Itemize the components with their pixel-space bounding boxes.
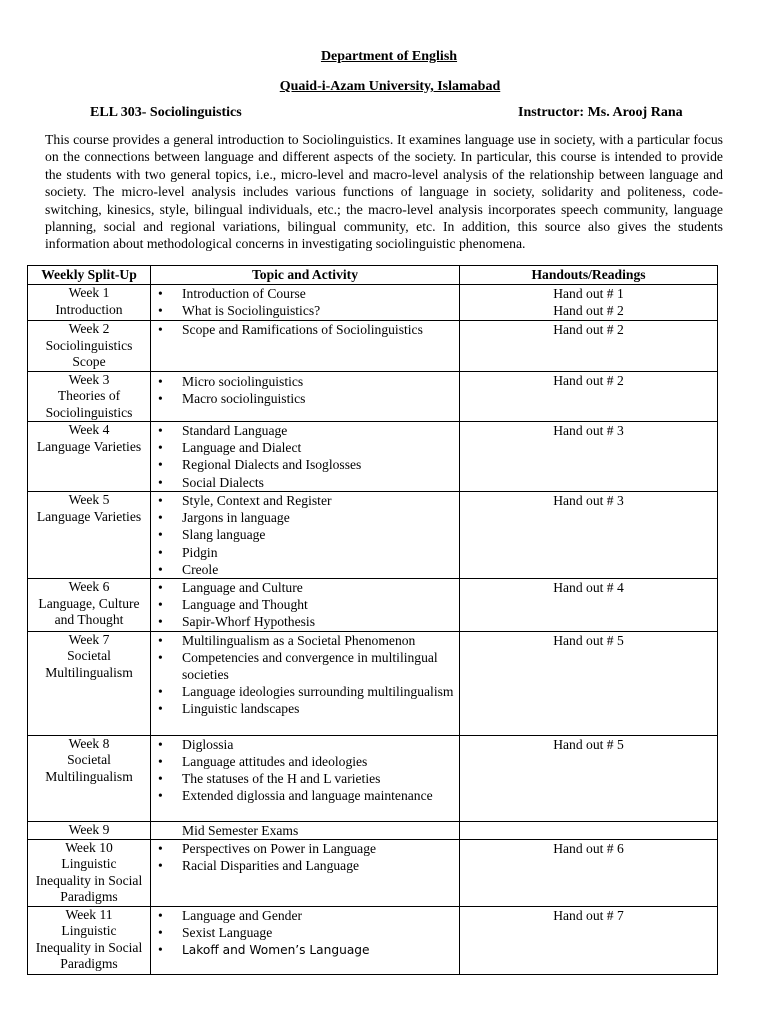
topic-list <box>151 422 459 491</box>
week-number: Week 5 <box>68 492 110 507</box>
week-title-line: Sociolinguistics <box>45 337 133 353</box>
week-title-line: Sociolinguistics <box>45 404 133 420</box>
handout-label: Hand out # 4 <box>553 580 624 596</box>
week-title-line: Introduction <box>55 301 123 317</box>
handout-cell <box>460 735 718 821</box>
topic-item <box>158 736 459 753</box>
topic-label: Perspectives on Power in Language <box>182 840 377 856</box>
week-title-line: Language Varieties <box>36 438 142 454</box>
handout-label: Hand out # 2 <box>553 372 624 388</box>
week-number: Week 8 <box>68 735 110 751</box>
bullet-icon: • <box>158 614 163 630</box>
table-row <box>28 422 718 492</box>
topic-cell <box>151 579 460 632</box>
topic-list <box>151 736 459 805</box>
table-row <box>28 492 718 579</box>
topic-cell <box>151 492 460 579</box>
department-title: Department of English <box>320 49 458 64</box>
week-cell <box>28 492 151 579</box>
week-number: Week 1 <box>68 285 110 300</box>
handout-label: Hand out # 5 <box>553 736 624 752</box>
week-number: Week 3 <box>68 371 110 387</box>
week-title-line: Theories of <box>57 388 121 403</box>
university-title: Quaid-i-Azam University, Islamabad <box>279 79 501 94</box>
bullet-icon: • <box>158 303 163 319</box>
bullet-icon: • <box>158 942 163 958</box>
week-number: Week 4 <box>68 422 110 437</box>
week-cell <box>28 735 151 821</box>
bullet-icon: • <box>158 544 163 560</box>
topic-label: Language attitudes and ideologies <box>182 753 368 769</box>
topic-label: Language and Gender <box>182 907 303 923</box>
topic-item <box>158 924 459 941</box>
bullet-icon: • <box>158 373 163 389</box>
bullet-icon: • <box>158 440 163 456</box>
handout-label: Hand out # 3 <box>553 423 624 438</box>
week-title-line: Scope <box>72 354 106 369</box>
bullet-icon: • <box>158 753 163 769</box>
topic-item <box>158 683 459 700</box>
topic-item <box>158 579 459 596</box>
topic-item <box>158 422 459 439</box>
topic-item <box>158 456 459 473</box>
topic-list <box>151 373 459 407</box>
week-number: Week 11 <box>65 906 113 922</box>
bullet-icon: • <box>158 390 163 406</box>
topic-label: Macro sociolinguistics <box>182 390 306 406</box>
topic-label: Style, Context and Register <box>182 493 332 508</box>
table-row <box>28 735 718 821</box>
topic-list <box>151 492 459 578</box>
week-title-line: Multilingualism <box>45 664 133 680</box>
topic-list <box>151 840 459 874</box>
handout-cell <box>460 579 718 632</box>
topic-label: Introduction of Course <box>182 286 306 301</box>
week-title-line: Paradigms <box>60 889 118 905</box>
handout-cell <box>460 321 718 372</box>
handout-cell <box>460 821 718 839</box>
week-title-line: Societal <box>67 648 111 664</box>
handout-label: Hand out # 1 <box>553 286 624 301</box>
week-cell <box>28 579 151 632</box>
bullet-icon: • <box>158 580 163 596</box>
bullet-icon: • <box>158 924 163 940</box>
table-row <box>28 321 718 372</box>
topic-item <box>158 857 459 874</box>
bullet-icon: • <box>158 788 163 804</box>
week-title-line: Linguistic <box>61 856 117 872</box>
topic-item <box>158 492 459 509</box>
topic-item <box>158 373 459 390</box>
bullet-icon: • <box>158 771 163 787</box>
bullet-icon: • <box>158 649 163 665</box>
topic-label: Scope and Ramifications of Sociolinguistics <box>182 322 423 337</box>
topic-label: Language and Dialect <box>182 440 302 456</box>
topic-item <box>158 561 459 578</box>
week-cell <box>28 321 151 372</box>
handout-label: Hand out # 6 <box>553 840 624 856</box>
week-title-line: and Thought <box>54 612 124 628</box>
topic-label: Social Dialects <box>182 474 264 490</box>
week-title-line: Societal <box>67 752 111 768</box>
table-row <box>28 906 718 974</box>
topic-item <box>158 390 459 407</box>
table-body <box>28 285 718 975</box>
week-title-line: Multilingualism <box>45 768 133 784</box>
handout-cell <box>460 422 718 492</box>
topic-item <box>158 302 459 319</box>
bullet-icon: • <box>158 684 163 700</box>
handout-label: Hand out # 2 <box>553 322 624 337</box>
topic-item <box>158 632 459 649</box>
handout-cell <box>460 839 718 906</box>
table-header-row <box>28 266 718 285</box>
topic-label: What is Sociolinguistics? <box>182 303 321 319</box>
topic-label: Language ideologies surrounding multilingualism <box>182 684 454 700</box>
bullet-icon: • <box>158 423 163 438</box>
topic-item <box>158 544 459 561</box>
week-cell <box>28 906 151 974</box>
handout-label: Hand out # 2 <box>553 303 624 319</box>
week-title-line: Inequality in Social <box>35 939 143 955</box>
topic-item <box>158 596 459 613</box>
week-title-line: Language Varieties <box>36 508 142 524</box>
week-title-line: Paradigms <box>60 956 118 972</box>
bullet-icon: • <box>158 457 163 473</box>
topic-list <box>151 579 459 631</box>
week-title-line: Inequality in Social <box>35 872 143 888</box>
table-row <box>28 631 718 735</box>
bullet-icon: • <box>158 907 163 923</box>
topic-cell <box>151 906 460 974</box>
table-row <box>28 579 718 632</box>
topic-item <box>158 613 459 630</box>
topic-cell <box>151 422 460 492</box>
topic-cell <box>151 285 460 321</box>
week-cell <box>28 839 151 906</box>
topic-item <box>158 439 459 456</box>
topic-list <box>151 321 459 338</box>
week-cell <box>28 821 151 839</box>
topic-item <box>158 474 459 491</box>
week-number: Week 9 <box>68 821 110 837</box>
topic-label: The statuses of the H and L varieties <box>182 771 381 787</box>
handout-cell <box>460 492 718 579</box>
topic-text: Mid Semester Exams <box>182 822 299 838</box>
topic-label: Sapir-Whorf Hypothesis <box>182 614 315 630</box>
topic-cell <box>151 821 460 839</box>
topic-item <box>158 770 459 787</box>
bullet-icon: • <box>158 474 163 490</box>
topic-label: Language and Thought <box>182 597 308 613</box>
topic-label: Pidgin <box>182 544 218 560</box>
bullet-icon: • <box>158 561 163 577</box>
course-description: This course provides a general introduction to Sociolinguistics. It examines language use in society, with a particular focus on the connections between language and different aspects of the society. In particular, this course is intended to provide the students with two general topics, i.e., micro-level and macro-level analysis of the relationship between language and society. The micro-level analysis includes various functions of language in society, solidarity and politeness, code-switching, kinesics, style, bilingual individuals, etc.; the macro-level analysis incorporates speech community, language planning, social and regional variations, bilingual community, etc. In addition, this source also gives the students information about methodological concerns in investigating sociolinguistic phenomena. <box>45 132 723 252</box>
bullet-icon: • <box>158 632 163 648</box>
table-row <box>28 821 718 839</box>
topic-cell <box>151 321 460 372</box>
week-number: Week 6 <box>68 579 110 595</box>
topic-item <box>158 321 459 338</box>
topic-label: Language and Culture <box>182 580 303 596</box>
topic-label: Linguistic landscapes <box>182 701 300 717</box>
header-handouts-readings: Handouts/Readings <box>460 266 718 285</box>
topic-item <box>158 700 459 717</box>
topic-item <box>158 907 459 924</box>
topic-cell <box>151 371 460 422</box>
topic-label: Racial Disparities and Language <box>182 857 360 873</box>
topic-item <box>158 649 459 683</box>
table-row <box>28 839 718 906</box>
handout-label: Hand out # 7 <box>553 907 624 923</box>
topic-cell <box>151 631 460 735</box>
week-number: Week 2 <box>68 321 110 336</box>
handout-label: Hand out # 3 <box>553 493 624 508</box>
topic-item <box>158 753 459 770</box>
topic-label: Extended diglossia and language maintenance <box>182 788 433 804</box>
bullet-icon: • <box>158 493 163 508</box>
topic-label: Jargons in language <box>182 510 290 526</box>
week-number: Week 7 <box>68 631 110 647</box>
topic-list <box>151 632 459 718</box>
topic-label: Creole <box>182 561 219 577</box>
week-title-line: Linguistic <box>61 923 117 939</box>
bullet-icon: • <box>158 527 163 543</box>
topic-list <box>151 285 459 319</box>
handout-cell <box>460 906 718 974</box>
table-row <box>28 371 718 422</box>
week-cell <box>28 285 151 321</box>
table-row <box>28 285 718 321</box>
topic-item <box>158 509 459 526</box>
topic-label: Competencies and convergence in multilingual societies <box>182 649 438 683</box>
topic-label: Slang language <box>182 527 266 543</box>
bullet-icon: • <box>158 736 163 752</box>
week-title-line: Language, Culture <box>38 595 140 611</box>
syllabus-table <box>27 265 718 975</box>
topic-label: Standard Language <box>182 423 288 438</box>
topic-list <box>151 907 459 960</box>
week-cell <box>28 422 151 492</box>
week-number: Week 10 <box>65 839 113 855</box>
topic-cell <box>151 735 460 821</box>
topic-label: Lakoff and Women’s Language <box>182 943 370 958</box>
topic-label: Micro sociolinguistics <box>182 373 304 389</box>
topic-item <box>158 941 459 959</box>
topic-item <box>158 285 459 302</box>
bullet-icon: • <box>158 322 163 337</box>
header-topic-activity: Topic and Activity <box>151 266 460 285</box>
instructor-name: Instructor: Ms. Arooj Rana <box>518 105 683 120</box>
header-weekly-split-up: Weekly Split-Up <box>28 266 151 285</box>
topic-label: Diglossia <box>182 736 234 752</box>
bullet-icon: • <box>158 597 163 613</box>
topic-item <box>158 526 459 543</box>
week-cell <box>28 631 151 735</box>
handout-cell <box>460 285 718 321</box>
course-code: ELL 303- Sociolinguistics <box>90 105 242 120</box>
topic-label: Regional Dialects and Isoglosses <box>182 457 362 473</box>
bullet-icon: • <box>158 840 163 856</box>
bullet-icon: • <box>158 701 163 717</box>
handout-label: Hand out # 5 <box>553 632 624 648</box>
topic-item <box>158 840 459 857</box>
week-cell <box>28 371 151 422</box>
topic-item <box>158 787 459 804</box>
topic-label: Sexist Language <box>182 924 273 940</box>
bullet-icon: • <box>158 286 163 301</box>
topic-cell <box>151 839 460 906</box>
bullet-icon: • <box>158 857 163 873</box>
topic-label: Multilingualism as a Societal Phenomenon <box>182 632 416 648</box>
handout-cell <box>460 371 718 422</box>
bullet-icon: • <box>158 510 163 526</box>
handout-cell <box>460 631 718 735</box>
